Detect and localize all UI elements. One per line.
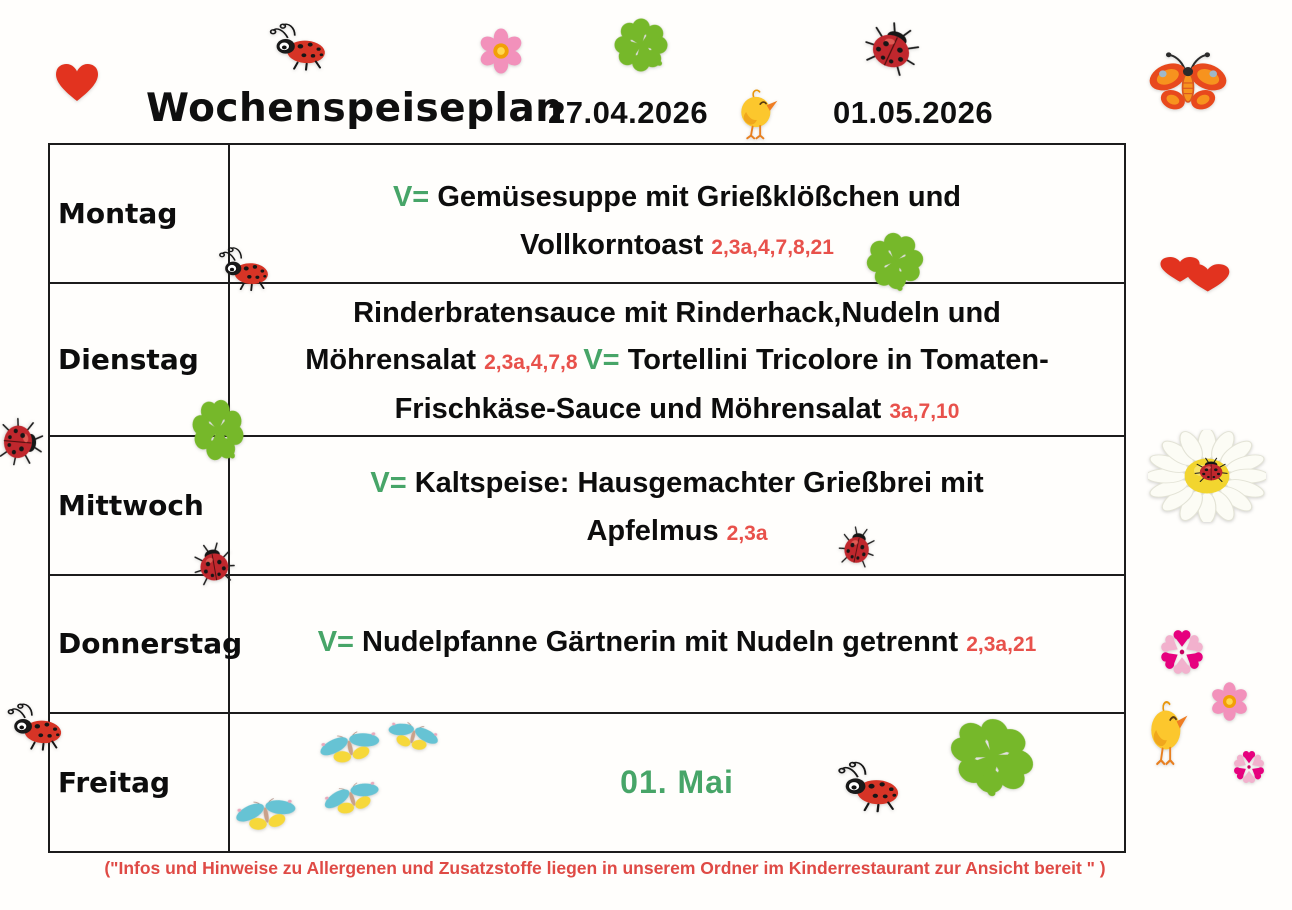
meal-segment-normal: Apfelmus: [586, 514, 727, 547]
meal-segment-allergen: 2,3a: [726, 521, 768, 545]
date-start: 27.04.2026: [548, 95, 709, 130]
flower-hearts-icon: [1231, 748, 1267, 786]
meal-line: [520, 221, 834, 272]
meal-segment-normal: Gemüsesuppe mit Grießklößchen und: [437, 181, 962, 213]
meal-segment-allergen: 2,3a,21: [966, 633, 1037, 657]
allergen-note: ("Infos und Hinweise zu Allergenen und Zusatzstoffe liegen in unserem Ordner im Kinderrestaurant zur Ansicht bereit " ): [104, 858, 1106, 878]
meal-segment-allergen: 2,3a,4,7,8: [484, 350, 584, 374]
meal-cell-dienstag: [230, 284, 1124, 435]
chick-icon: [731, 84, 785, 140]
heart-icon: [50, 57, 104, 107]
meal-line: [353, 290, 1001, 337]
meal-segment-normal: Möhrensalat: [305, 343, 485, 376]
meal-segment-veg: V=: [392, 181, 438, 213]
meal-segment-veg: V=: [583, 343, 628, 376]
menu-row-freitag: [50, 714, 1124, 851]
ladybug-real-icon: [851, 9, 934, 89]
meal-cell-donnerstag: [230, 576, 1124, 713]
meal-cell-freitag: [230, 714, 1124, 851]
menu-row-montag: [50, 145, 1124, 284]
flower-hearts-icon: [1157, 626, 1207, 678]
flower-pink-icon: [477, 27, 525, 75]
meal-line: [586, 507, 767, 558]
day-label-montag: Montag: [50, 145, 230, 282]
day-label-freitag: Freitag: [50, 714, 230, 851]
clover-icon: [601, 5, 680, 84]
day-label-mittwoch: Mittwoch: [50, 437, 230, 574]
menu-row-donnerstag: [50, 576, 1124, 715]
day-label-dienstag: Dienstag: [50, 284, 230, 435]
menu-row-dienstag: [50, 284, 1124, 437]
meal-segment-normal: Tortellini Tricolore in Tomaten-: [627, 343, 1049, 376]
day-label-donnerstag: Donnerstag: [50, 576, 230, 713]
meal-segment-normal: Kaltspeise: Hausgemachter Grießbrei mit: [414, 466, 984, 499]
meal-cell-mittwoch: [230, 437, 1124, 574]
meal-line: [393, 173, 961, 221]
ladybug-cartoon-icon: [264, 20, 334, 76]
page-title: Wochenspeiseplan: [146, 86, 564, 131]
butterfly-red-icon: [1146, 48, 1230, 124]
date-end: 01.05.2026: [833, 95, 994, 130]
meal-segment-veg: V=: [370, 466, 415, 499]
meal-segment-allergen: 3a,7,10: [889, 399, 960, 423]
menu-table: [48, 143, 1126, 853]
daisy-icon: [1148, 430, 1266, 522]
meal-segment-normal: Frischkäse-Sauce und Möhrensalat: [394, 392, 890, 425]
menu-row-mittwoch: [50, 437, 1124, 576]
chick-icon: [1141, 694, 1195, 766]
meal-segment-normal: Nudelpfanne Gärtnerin mit Nudeln getrennt: [362, 626, 967, 659]
meal-line: [318, 618, 1037, 669]
flower-pink-icon: [1209, 681, 1250, 722]
meal-line: [395, 386, 960, 435]
meal-segment-veg: V=: [317, 626, 363, 659]
meal-line: [305, 337, 1049, 386]
meal-cell-montag: [230, 145, 1124, 282]
meal-segment-allergen: 2,3a,4,7,8,21: [711, 236, 834, 259]
meal-segment-normal: Vollkorntoast: [520, 229, 712, 261]
ladybug-real-icon: [0, 412, 48, 472]
meal-segment-holiday: 01. Mai: [620, 763, 734, 800]
meal-segment-normal: Rinderbratensauce mit Rinderhack,Nudeln und: [353, 296, 1001, 329]
double-heart-icon: [1154, 250, 1238, 306]
meal-line: [620, 758, 734, 808]
meal-line: [370, 459, 983, 507]
